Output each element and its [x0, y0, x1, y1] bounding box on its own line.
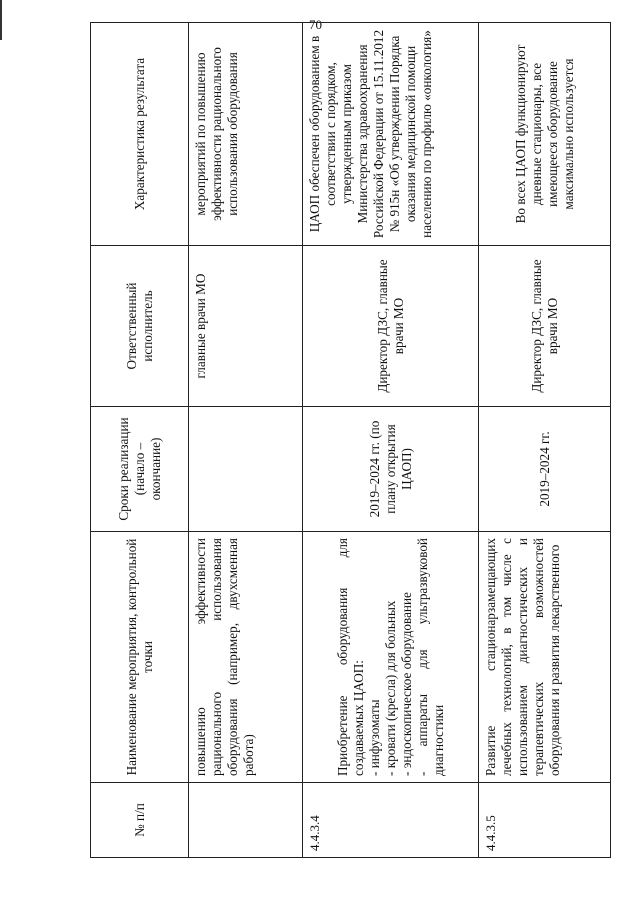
table-row	[479, 23, 611, 858]
header-name: Наименование мероприятия, контрольной точки	[91, 532, 189, 783]
table-row	[189, 23, 303, 858]
row-name	[303, 532, 479, 783]
page-number: 70	[309, 17, 322, 32]
row-name-item: - аппараты для ультразвуковой диагностики	[414, 538, 446, 776]
row-responsible: главные врачи МО	[189, 246, 303, 407]
header-responsible: Ответственный исполнитель	[91, 246, 189, 407]
row-name-intro: Приобретение оборудования для создаваемых ЦАОП:	[334, 538, 366, 776]
measures-table	[90, 22, 611, 858]
row-name-item: - инфузоматы	[366, 699, 382, 776]
row-term	[189, 407, 303, 532]
rotated-table-wrapper	[90, 29, 610, 858]
header-term: Сроки реализации (начало – окончание)	[91, 407, 189, 532]
row-responsible: Директор ДЗС, главные врачи МО	[303, 246, 479, 407]
row-responsible: Директор ДЗС, главные врачи МО	[479, 246, 611, 407]
header-num: № п/п	[91, 783, 189, 858]
row-term: 2019–2024 гг.	[479, 407, 611, 532]
row-num: 4.4.3.5	[479, 783, 611, 858]
row-name: повышению эффективности рационального использования оборудования (например, двухсменная работа)	[189, 532, 303, 783]
row-result: мероприятий по повышению эффективности рационального использования оборудования	[189, 23, 303, 246]
header-result: Характеристика результата	[91, 23, 189, 246]
row-term: 2019–2024 гг. (по плану открытия ЦАОП)	[303, 407, 479, 532]
table-header-row	[91, 23, 189, 858]
row-name: Развитие стационарзамещающих лечебных технологий, в том числе с использованием диагностических и терапевтических возможностей оборудования и развития лекарственного	[479, 532, 611, 783]
row-result: ЦАОП обеспечен оборудованием в соответствии с порядком, утвержденным приказом Министерства здравоохранения Российской Федерации от 15.11.2012 № 915н «Об утверждении Порядка оказания медицинской помощи населению по профилю «онкология»	[303, 23, 479, 246]
row-num: 4.4.3.4	[303, 783, 479, 858]
row-num	[189, 783, 303, 858]
row-result: Во всех ЦАОП функционируют дневные стационары, все имеющееся оборудование максимально используется	[479, 23, 611, 246]
row-name-item: - эндоскопическое оборудование	[398, 592, 414, 776]
row-name-item: - кровати (кресла) для больных	[382, 600, 398, 776]
rotated-table-inner	[90, 29, 610, 858]
table-row	[303, 23, 479, 858]
